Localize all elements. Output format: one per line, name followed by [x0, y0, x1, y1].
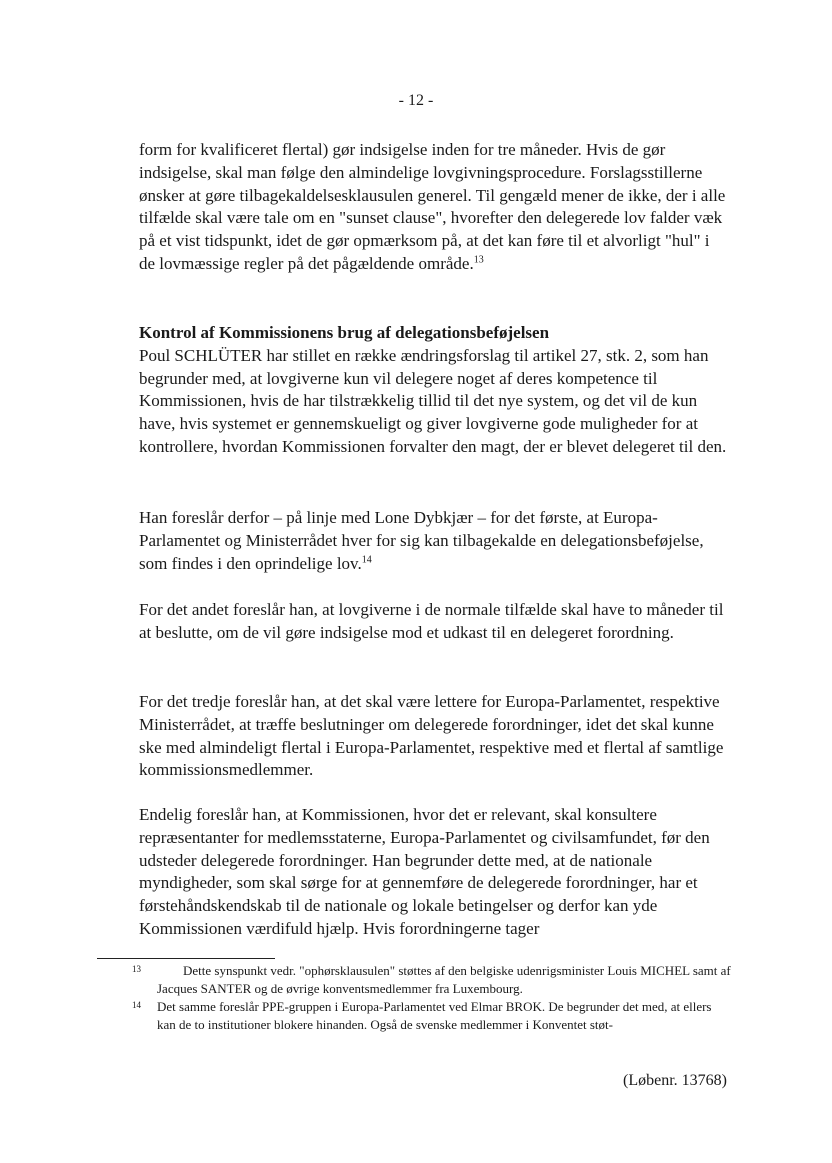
footnote-13 [132, 962, 732, 998]
section-heading: Kontrol af Kommissionens brug af delegationsbeføjelsen [139, 323, 550, 342]
paragraph [139, 804, 729, 941]
footnote-divider [97, 958, 275, 959]
footnotes [132, 962, 732, 1034]
footnote-number: 13 [132, 964, 141, 974]
case-number: (Løbenr. 13768) [623, 1072, 727, 1089]
section-kontrol [139, 322, 729, 459]
footnote-14 [132, 998, 732, 1034]
paragraph-text: Endelig foreslår han, at Kommissionen, hvor det er relevant, skal konsultere repræsentanter for medlemsstaterne, Europa-Parlamentet og civilsamfundet, før den udsteder delegerede forordninger. Han begrunder dette med, at de nationale myndigheder, som skal sørge for at gennemføre de delegerede forordninger, har et førstehåndskendskab til de nationale og lokale betingelser og derfor kan yde Kommissionen værdifuld hjælp. Hvis forordningerne tager [139, 805, 710, 938]
page-number: - 12 - [398, 92, 434, 109]
paragraph [139, 599, 729, 645]
paragraph [139, 507, 729, 575]
footnote-text: Dette synspunkt vedr. "ophørsklausulen" støttes af den belgiske udenrigsminister Louis MICHEL samt af Jacques SANTER og de øvrige konventsmedlemmer fra Luxembourg. [157, 963, 731, 996]
paragraph [139, 691, 729, 782]
paragraph-text: Han foreslår derfor – på linje med Lone Dybkjær – for det første, at Europa-Parlamentet og Ministerrådet hver for sig kan tilbagekalde en delegationsbeføjelse, som findes i den oprindelige lov. [139, 508, 704, 573]
paragraph-text: For det andet foreslår han, at lovgiverne i de normale tilfælde skal have to måneder til at beslutte, om de vil gøre indsigelse mod et udkast til en delegeret forordning. [139, 600, 724, 642]
footnote-text: Det samme foreslår PPE-gruppen i Europa-Parlamentet ved Elmar BROK. De begrunder det med, at ellers kan de to institutioner blokere hinanden. Også de svenske medlemmer i Konventet støt- [157, 999, 712, 1032]
footnote-ref-14: 14 [361, 553, 372, 565]
paragraph-continuation [139, 139, 729, 276]
paragraph-text: form for kvalificeret flertal) gør indsigelse inden for tre måneder. Hvis de gør indsigelse, skal man følge den almindelige lovgivningsprocedure. Forslagsstillerne ønsker at gøre tilbagekaldelsesklausulen generel. Til gengæld mener de ikke, der i alle tilfælde skal være tale om en "sunset clause", hvorefter den delegerede lov falder væk på et vist tidspunkt, idet de gør opmærksom på, at det kan føre til et alvorligt "hul" i de lovmæssige regler på det pågældende område. [139, 140, 726, 273]
paragraph-text: Poul SCHLÜTER har stillet en række ændringsforslag til artikel 27, stk. 2, som han begrunder med, at lovgiverne kun vil delegere noget af deres kompetence til Kommissionen, hvis de har tilstrækkelig tillid til det nye system, og det vil de kun have, hvis systemet er gennemskueligt og giver lovgiverne gode muligheder for at kontrollere, hvordan Kommissionen forvalter den magt, der er blevet delegeret til den. [139, 345, 727, 456]
paragraph-text: For det tredje foreslår han, at det skal være lettere for Europa-Parlamentet, respektive Ministerrådet, at træffe beslutninger om delegerede forordninger, idet det skal kunne ske med almindeligt flertal i Europa-Parlamentet, respektive med et flertal af samtlige kommissionsmedlemmer. [139, 692, 724, 780]
footnote-ref-13: 13 [473, 254, 484, 266]
footnote-number: 14 [132, 1000, 141, 1010]
